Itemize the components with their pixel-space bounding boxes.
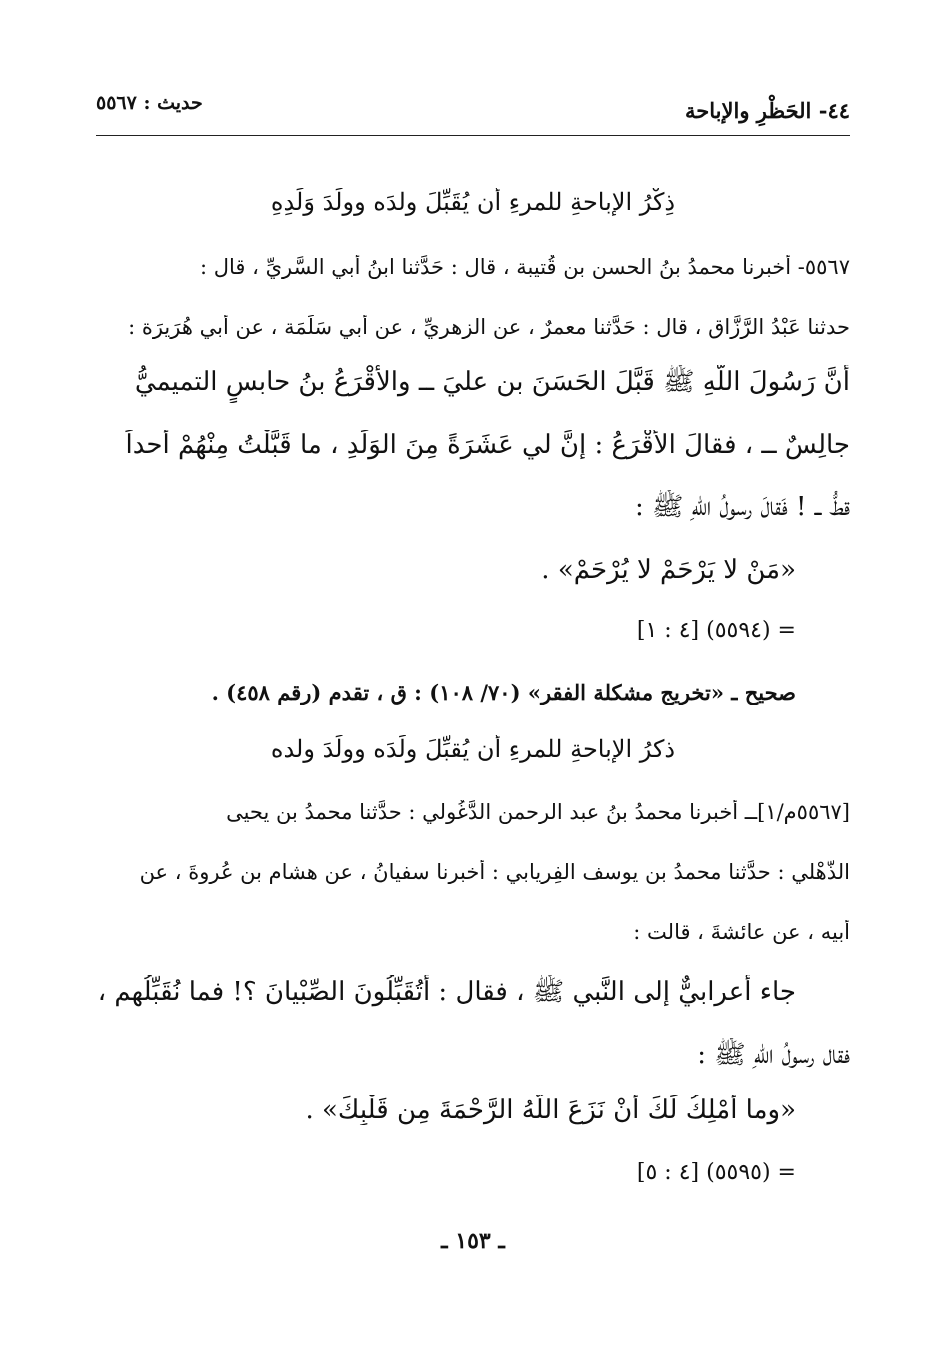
- running-header: [96, 92, 850, 128]
- matn-line-4: جاء أعرابيٌّ إلى النَّبي ﷺ ، فقال : أَتُقَبِّلُونَ الصِّبْيانَ ؟! فما نُقَبِّلُهم ،: [97, 977, 796, 1007]
- isnad-line-4: الذُّهْلي : حدَّثنا محمدُ بن يوسف الفِريابي : أخبرنا سفيانُ ، عن هشام بن عُروةَ ، عن: [139, 860, 850, 884]
- header-rule: [96, 135, 850, 136]
- page-number: ـ ١٥٣ ـ: [441, 1228, 505, 1254]
- isnad-line-1: ٥٥٦٧- أخبرنا محمدُ بنُ الحسن بنِ قُتيبة ، قال : حَدَّثنا ابنُ أبي السَّرِيِّ ، قال :: [200, 255, 850, 279]
- hadith-reference: حديث : ٥٥٦٧: [96, 92, 203, 114]
- matn-line-2: جالِسٌ ــ ، فقالَ الأَقْرَعُ : إنَّ لي عَشَرَةً مِنَ الوَلَدِ ، ما قَبَّلْتُ مِنْهُمْ أحداً: [125, 430, 850, 460]
- prophetic-saying-2: «وما أَمْلِكُ لَكَ أنْ نَزَعَ اللّهُ الرَّحْمَةَ مِن قَلْبِكَ» .: [305, 1095, 796, 1125]
- matn-line-5: فقال رسولُ اللّهِ ﷺ :: [697, 1040, 850, 1070]
- matn-line-1: أنَّ رَسُولَ اللّهِ ﷺ قَبَّلَ الحَسَنَ بن عليَ ــ والأَقْرَعُ بنُ حابسٍ التميميُّ: [134, 367, 850, 397]
- cross-reference-2: = (٥٥٩٥) [٤ : ٥]: [636, 1160, 796, 1185]
- isnad-line-2: حدثنا عَبْدُ الرَّزَّاق ، قال : حَدَّثنا معمرٌ ، عن الزهريِّ ، عن أبي سَلَمَة ، عن أبي هُرَيرَة :: [128, 315, 850, 339]
- chapter-title: ٤٤- الحَظْرِ والإباحة: [685, 98, 850, 123]
- grading-note: صحيح ـ «تخريج مشكلة الفقر» (٧٠/ ١٠٨) : ق ، تقدم (رقم ٤٥٨) .: [211, 680, 796, 705]
- isnad-line-3: [٥٥٦٧م/١]ــ أخبرنا محمدُ بنُ عبد الرحمن الدَّغُولي : حدَّثنا محمدُ بن يحيى: [226, 800, 850, 824]
- cross-reference-1: = (٥٥٩٤) [٤ : ١]: [636, 618, 796, 643]
- section-title-1: ذِكْرُ الإباحةِ للمرءِ أن يُقَبِّلَ ولدَه وولَدَ وَلَدِهِ: [270, 188, 676, 216]
- isnad-line-5: أبيه ، عن عائشةَ ، قالت :: [633, 920, 850, 944]
- section-title-2: ذكرُ الإباحةِ للمرءِ أن يُقبِّلَ ولَدَه وولَدَ ولده: [270, 735, 676, 763]
- matn-line-3: قطُّ ــ ! فَقالَ رسولُ اللّهِ ﷺ :: [634, 492, 850, 522]
- prophetic-saying-1: «مَنْ لا يَرْحَمْ لا يُرْحَمْ» .: [541, 555, 796, 585]
